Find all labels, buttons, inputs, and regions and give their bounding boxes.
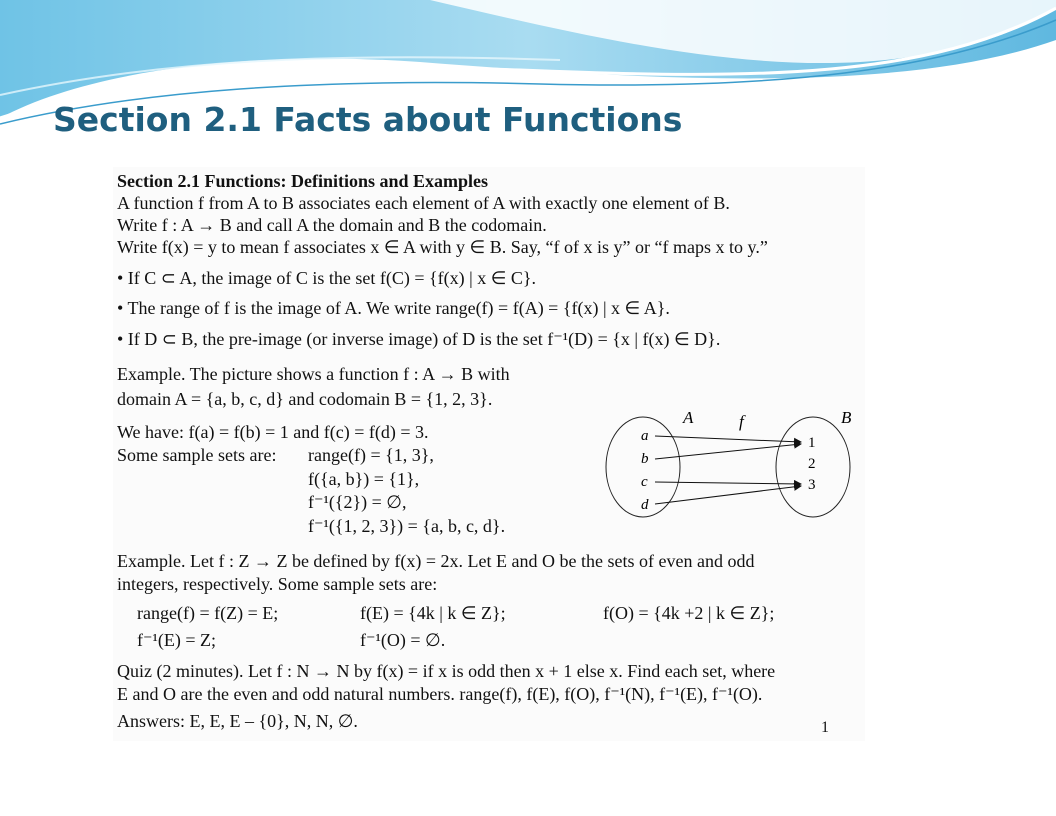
sample-set-preimage-2: f⁻¹({2}) = ∅,	[308, 492, 407, 512]
definition-line-2: Write f : A → B and call A the domain and B the codomain.	[117, 215, 547, 235]
quiz-line-2: E and O are the even and odd natural numbers. range(f), f(E), f(O), f⁻¹(N), f⁻¹(E), f⁻¹(O).	[117, 684, 763, 704]
page-number: 1	[821, 719, 829, 736]
bullet-range: • The range of f is the image of A. We write range(f) = f(A) = {f(x) | x ∈ A}.	[117, 298, 670, 318]
set-b-label: B	[841, 408, 852, 427]
sample-set-range: range(f) = {1, 3},	[308, 445, 434, 465]
domain-element-b: b	[641, 451, 649, 467]
function-mapping-diagram	[605, 405, 855, 523]
example2-line-2: integers, respectively. Some sample sets are:	[117, 574, 438, 594]
function-f-label: f	[739, 412, 744, 431]
slide-title: Section 2.1 Facts about Functions	[53, 100, 683, 139]
domain-element-d: d	[641, 497, 649, 513]
example2-image-even: f(E) = {4k | k ∈ Z};	[360, 603, 506, 623]
bullet-image: • If C ⊂ A, the image of C is the set f(C) = {f(x) | x ∈ C}.	[117, 268, 537, 288]
example2-preimage-odd: f⁻¹(O) = ∅.	[360, 630, 446, 650]
we-have-line: We have: f(a) = f(b) = 1 and f(c) = f(d) = 3.	[117, 422, 429, 442]
bullet-pre-image: • If D ⊂ B, the pre-image (or inverse image) of D is the set f⁻¹(D) = {x | f(x) ∈ D}.	[117, 329, 721, 349]
document-heading: Section 2.1 Functions: Definitions and Examples	[117, 171, 489, 191]
set-a-label: A	[683, 408, 694, 427]
arrow-a-to-1	[655, 436, 801, 442]
domain-element-a: a	[641, 428, 649, 444]
definition-line-3: Write f(x) = y to mean f associates x ∈ A with y ∈ B. Say, “f of x is y” or “f maps x to y.”	[117, 237, 768, 257]
example2-preimage-even: f⁻¹(E) = Z;	[137, 630, 217, 650]
example1-line-1: Example. The picture shows a function f : A → B with	[117, 364, 510, 384]
example1-line-2: domain A = {a, b, c, d} and codomain B = {1, 2, 3}.	[117, 389, 493, 409]
codomain-element-1: 1	[808, 435, 816, 451]
domain-element-c: c	[641, 474, 648, 490]
codomain-element-3: 3	[808, 477, 816, 493]
quiz-line-1: Quiz (2 minutes). Let f : N → N by f(x) = if x is odd then x + 1 else x. Find each set, where	[117, 661, 776, 681]
example2-line-1: Example. Let f : Z → Z be defined by f(x) = 2x. Let E and O be the sets of even and odd	[117, 551, 755, 571]
arrow-c-to-3	[655, 482, 801, 484]
definition-line-1: A function f from A to B associates each element of A with exactly one element of B.	[117, 193, 730, 213]
codomain-element-2: 2	[808, 456, 816, 472]
example2-image-odd: f(O) = {4k +2 | k ∈ Z};	[603, 603, 775, 623]
sample-set-preimage-all: f⁻¹({1, 2, 3}) = {a, b, c, d}.	[308, 516, 506, 536]
answers-line: Answers: E, E, E – {0}, N, N, ∅.	[117, 711, 358, 731]
sample-sets-label: Some sample sets are:	[117, 445, 277, 465]
sample-set-image: f({a, b}) = {1},	[308, 469, 420, 489]
scanned-document	[113, 167, 865, 741]
example2-range: range(f) = f(Z) = E;	[137, 603, 279, 623]
